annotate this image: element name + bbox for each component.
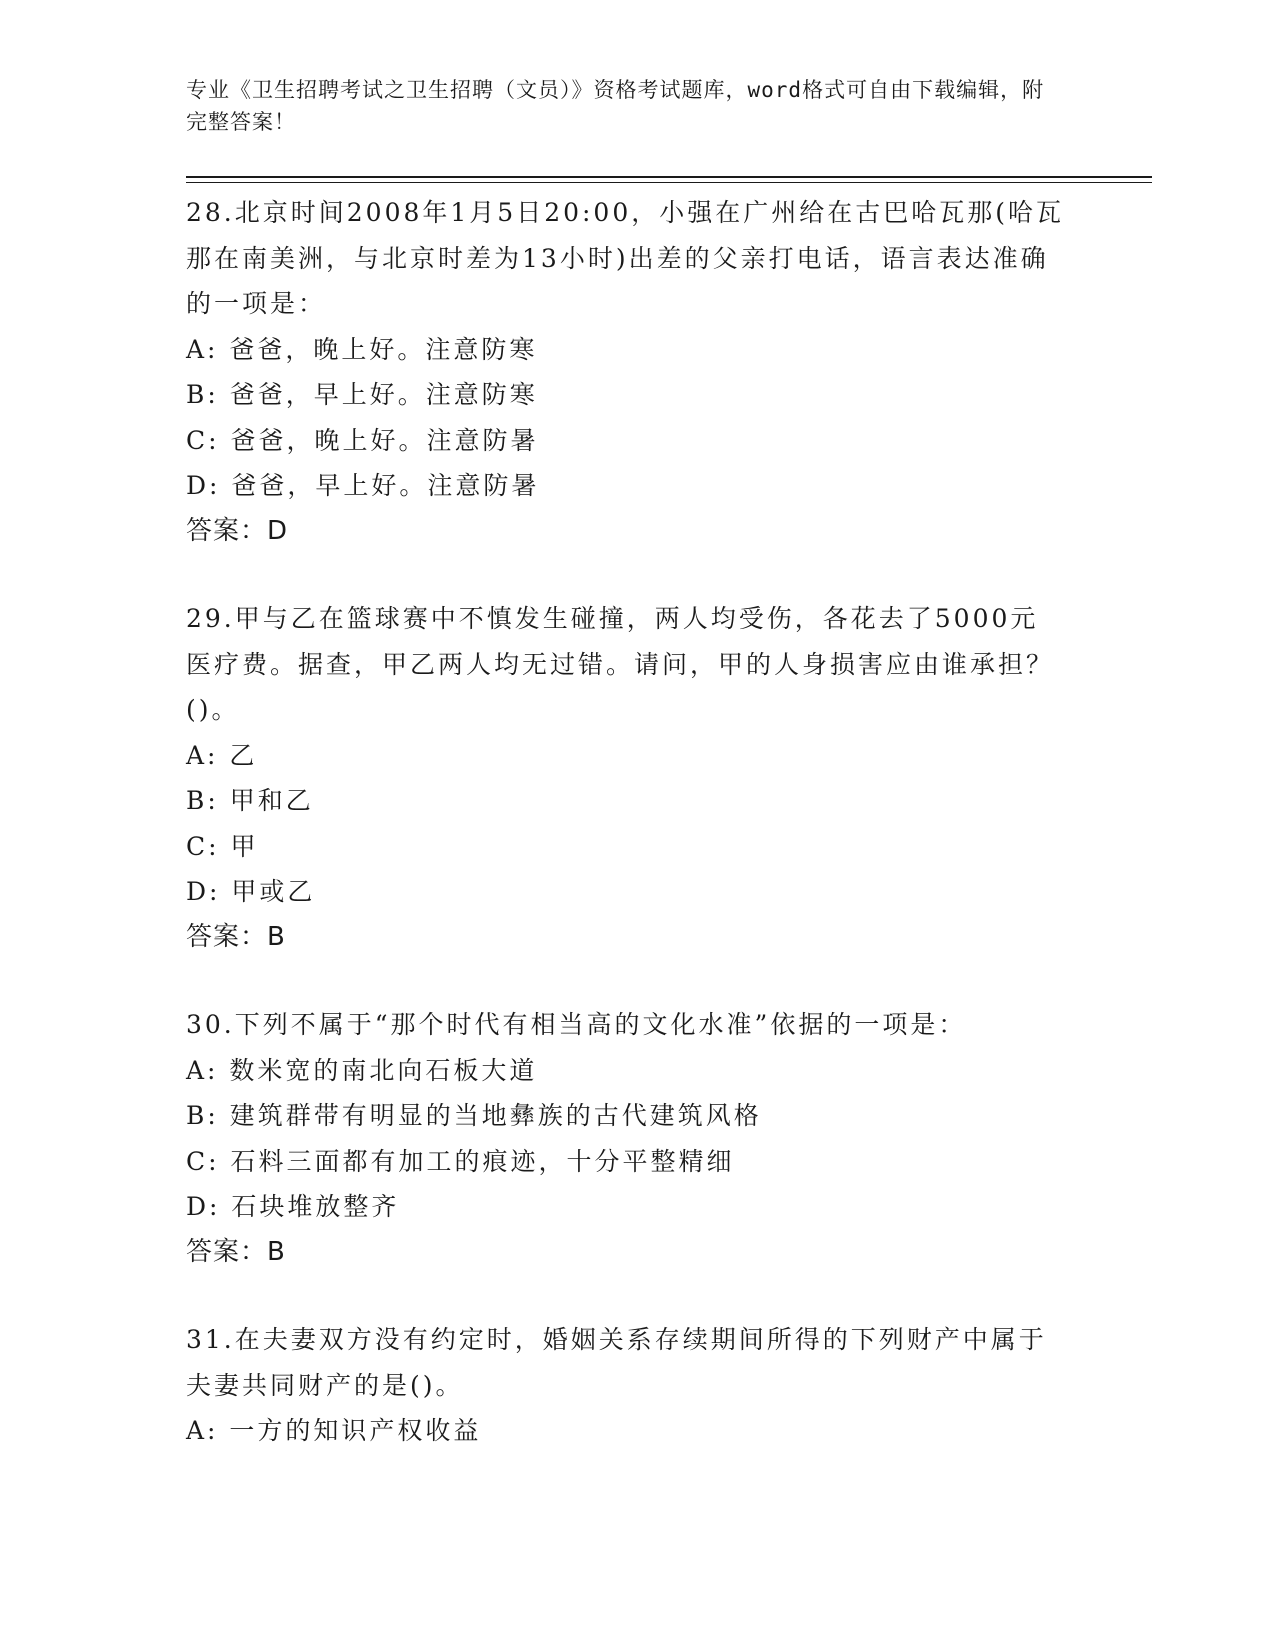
answer-line: 答案：D	[186, 515, 289, 546]
option-c: C: 爸爸，晚上好。注意防暑	[186, 425, 539, 455]
option-b: B: 爸爸，早上好。注意防寒	[186, 380, 538, 409]
answer-line: 答案：B	[186, 1236, 286, 1267]
question-29	[186, 596, 1086, 960]
option-a: A: 乙	[186, 740, 258, 770]
document-header: 专业《卫生招聘考试之卫生招聘（文员）》资格考试题库，word格式可自由下载编辑，附完整答案！	[186, 78, 1045, 134]
option-d: D: 石块堆放整齐	[186, 1192, 400, 1221]
option-c: C: 石料三面都有加工的痕迹，十分平整精细	[186, 1146, 735, 1176]
option-b: B: 甲和乙	[186, 786, 314, 815]
header-divider-thin	[186, 182, 1152, 183]
answer-line: 答案：B	[186, 921, 286, 952]
option-b: B: 建筑群带有明显的当地彝族的古代建筑风格	[186, 1101, 762, 1130]
question-stem: 31.在夫妻双方没有约定时，婚姻关系存续期间所得的下列财产中属于夫妻共同财产的是()。	[186, 1325, 1047, 1400]
option-d: D: 爸爸，早上好。注意防暑	[186, 471, 540, 500]
option-a: A: 爸爸，晚上好。注意防寒	[186, 334, 538, 364]
header-divider-thick	[186, 176, 1152, 178]
question-stem: 28.北京时间2008年1月5日20:00，小强在广州给在古巴哈瓦那(哈瓦那在南美洲，与北京时差为13小时)出差的父亲打电话，语言表达准确的一项是：	[186, 198, 1064, 318]
question-31	[186, 1317, 1086, 1454]
question-stem: 29.甲与乙在篮球赛中不慎发生碰撞，两人均受伤，各花去了5000元医疗费。据查，甲乙两人均无过错。请问，甲的人身损害应由谁承担？()。	[186, 604, 1055, 724]
question-28	[186, 190, 1086, 554]
option-d: D: 甲或乙	[186, 877, 316, 906]
option-a: A: 数米宽的南北向石板大道	[186, 1055, 538, 1085]
question-30	[186, 1002, 1086, 1275]
option-c: C: 甲	[186, 831, 259, 861]
question-stem: 30.下列不属于“那个时代有相当高的文化水准”依据的一项是：	[186, 1010, 967, 1039]
option-a: A: 一方的知识产权收益	[186, 1416, 482, 1445]
question-list	[186, 190, 1086, 1496]
